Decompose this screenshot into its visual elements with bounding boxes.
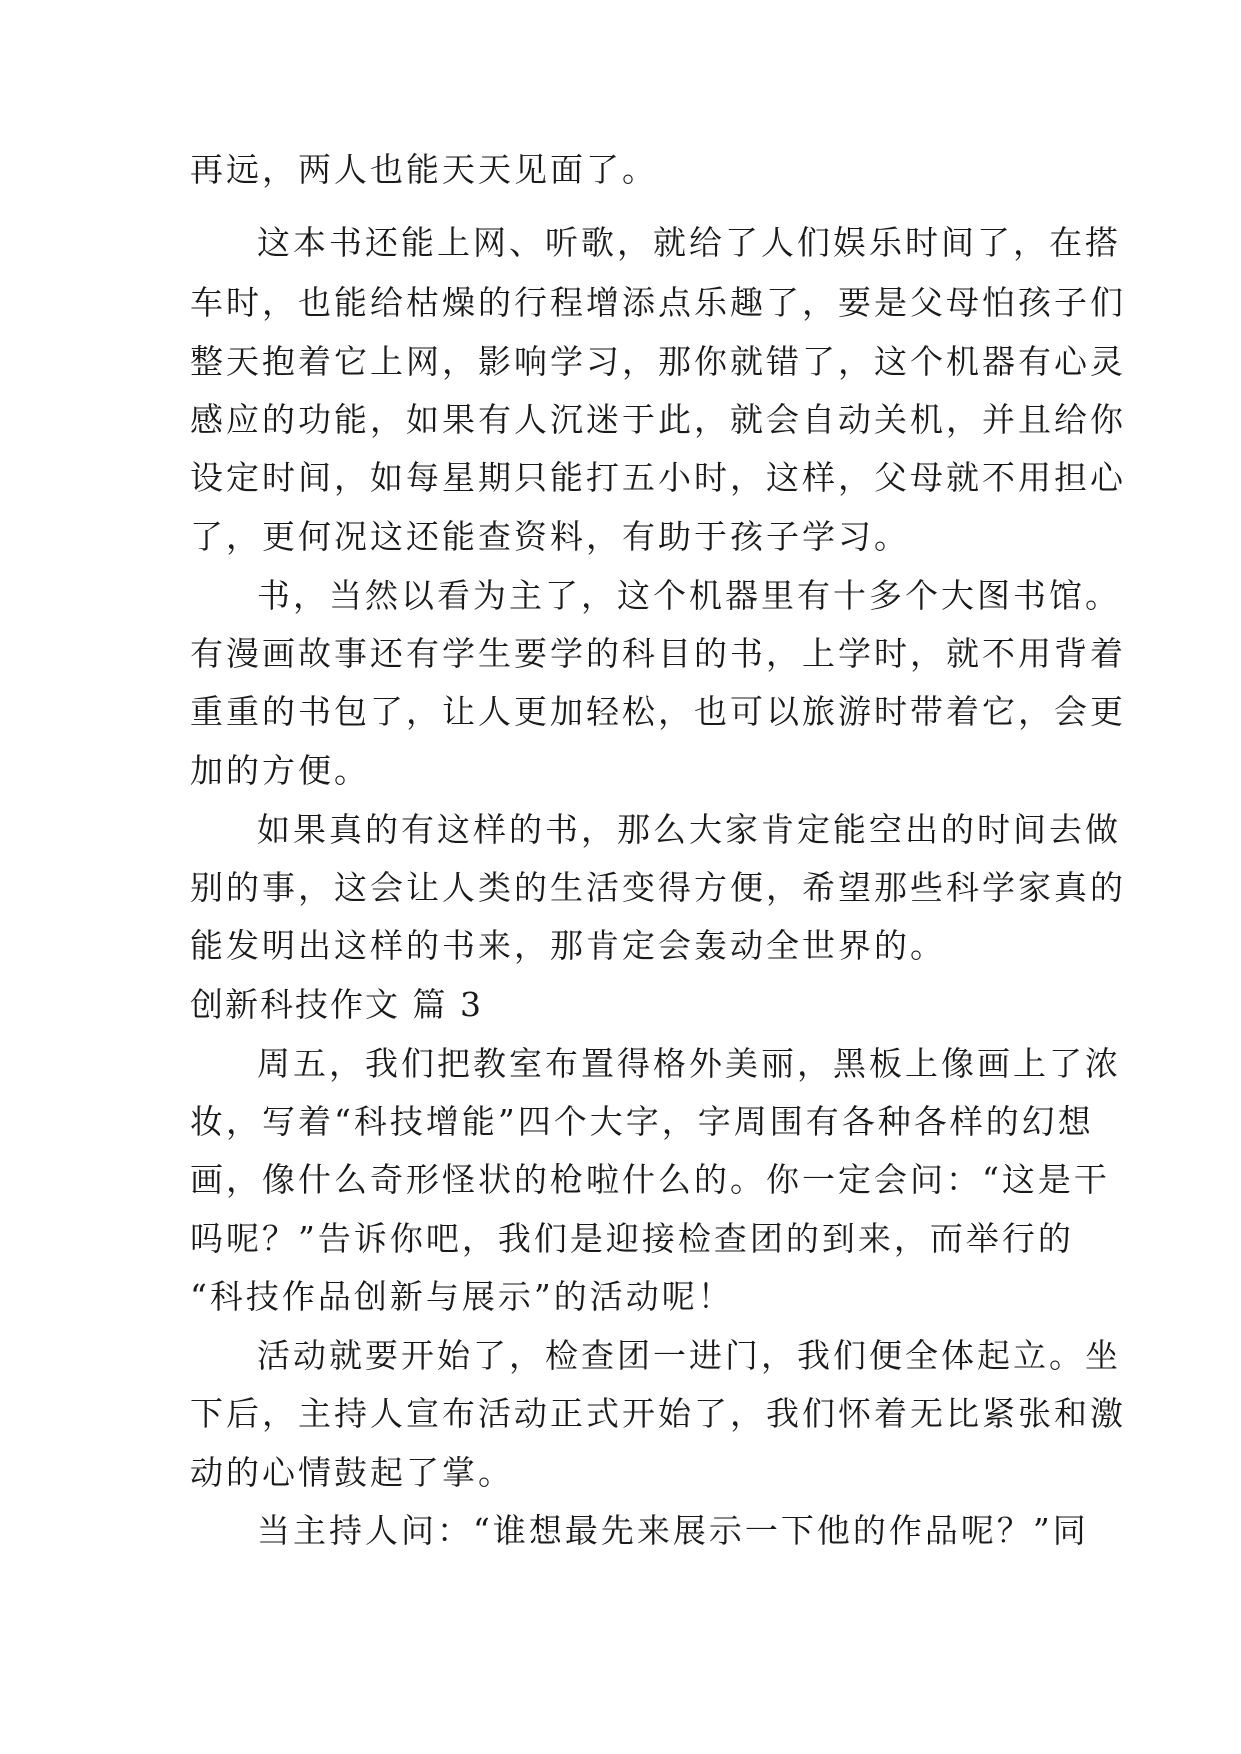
text-line: 吗呢？”告诉你吧，我们是迎接检查团的到来，而举行的 — [190, 1219, 1074, 1258]
text-line: 画，像什么奇形怪状的枪啦什么的。你一定会问：“这是干 — [190, 1160, 1110, 1199]
text-line: 别的事，这会让人类的生活变得方便，希望那些科学家真的 — [190, 868, 1126, 907]
text-line: 周五，我们把教室布置得格外美丽，黑板上像画上了浓 — [257, 1044, 1121, 1083]
text-line: 车时，也能给枯燥的行程增添点乐趣了，要是父母怕孩子们 — [190, 283, 1126, 322]
text-line: 下后，主持人宣布活动正式开始了，我们怀着无比紧张和激 — [190, 1394, 1126, 1433]
text-line: 当主持人问：“谁想最先来展示一下他的作品呢？”同 — [257, 1511, 1089, 1550]
text-line: 加的方便。 — [190, 751, 370, 790]
text-line: 活动就要开始了，检查团一进门，我们便全体起立。坐 — [257, 1336, 1121, 1375]
text-line: “科技作品创新与展示”的活动呢！ — [190, 1277, 734, 1316]
text-line: 如果真的有这样的书，那么大家肯定能空出的时间去做 — [257, 810, 1121, 849]
text-line: 动的心情鼓起了掌。 — [190, 1453, 514, 1492]
text-line: 有漫画故事还有学生要学的科目的书，上学时，就不用背着 — [190, 634, 1126, 673]
text-line: 设定时间，如每星期只能打五小时，这样，父母就不用担心 — [190, 458, 1126, 497]
text-line: 妆，写着“科技增能”四个大字，字周围有各种各样的幻想 — [190, 1102, 1094, 1141]
text-line: 再远，两人也能天天见面了。 — [190, 150, 658, 189]
text-line: 能发明出这样的书来，那肯定会轰动全世界的。 — [190, 926, 946, 965]
text-line: 整天抱着它上网，影响学习，那你就错了，这个机器有心灵 — [190, 342, 1126, 381]
text-line: 这本书还能上网、听歌，就给了人们娱乐时间了，在搭 — [257, 223, 1121, 262]
text-line: 感应的功能，如果有人沉迷于此，就会自动关机，并且给你 — [190, 400, 1126, 439]
text-line: 重重的书包了，让人更加轻松，也可以旅游时带着它，会更 — [190, 692, 1126, 731]
text-line: 了，更何况这还能查资料，有助于孩子学习。 — [190, 517, 910, 556]
text-line: 书，当然以看为主了，这个机器里有十多个大图书馆。 — [257, 576, 1121, 615]
section-heading: 创新科技作文 篇 3 — [190, 985, 483, 1024]
